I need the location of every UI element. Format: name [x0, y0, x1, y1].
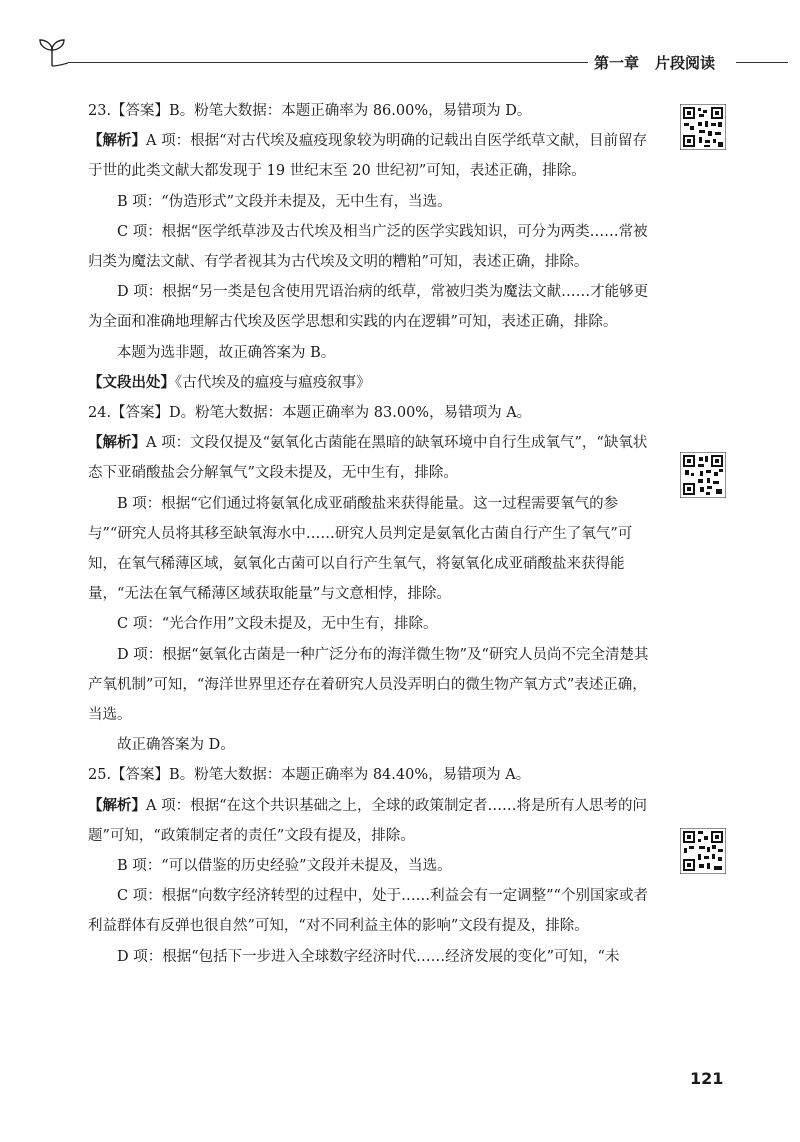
sprout-icon — [36, 36, 70, 70]
q23-analysis-a — [88, 126, 656, 186]
q25-analysis-b: B 项：“可以借鉴的历史经验”文段并未提及，当选。 — [117, 858, 452, 875]
q24-analysis-a — [88, 428, 656, 488]
header-rule — [68, 62, 616, 63]
q24-conclusion: 故正确答案为 D。 — [117, 737, 235, 754]
section-label: 片段阅读 — [655, 54, 716, 72]
q23-conclusion: 本题为选非题，故正确答案为 B。 — [117, 344, 336, 361]
q23-source — [88, 368, 656, 398]
q23-analysis-d: D 项：根据“另一类是包含使用咒语治病的纸草，常被归类为魔法文献……才能够更为全面和准确地理解古代埃及医学思想和实践的内在逻辑”可知，表述正确，排除。 — [88, 284, 649, 331]
source-label: 【文段出处】 — [88, 374, 175, 391]
qr-code-icon[interactable] — [680, 828, 726, 874]
option-text: A 项：文段仅提及“氨氧化古菌能在黑暗的缺氧环境中自行生成氧气”，“缺氧状态下亚硝酸盐会分解氧气”文段未提及，无中生有，排除。 — [88, 435, 648, 482]
qr-code-icon[interactable] — [680, 104, 726, 150]
q25-analysis-d: D 项：根据“包括下一步进入全球数字经济时代……经济发展的变化”可知，“未 — [117, 948, 620, 965]
page-number: 121 — [690, 1069, 724, 1088]
analysis-label: 【解析】 — [88, 133, 146, 150]
q25-analysis-c: C 项：根据“向数字经济转型的过程中，处于……利益会有一定调整”“个别国家或者利益群体有反弹也很自然”可知，“对不同利益主体的影响”文段有提及，排除。 — [88, 888, 648, 935]
page-header — [36, 36, 788, 76]
page-body — [88, 96, 656, 972]
q25-answer: 25.【答案】B。粉笔大数据：本题正确率为 84.40%，易错项为 A。 — [88, 767, 531, 784]
q23-analysis-c: C 项：根据“医学纸草涉及古代埃及相当广泛的医学实践知识，可分为两类……常被归类为魔法文献、有学者视其为古代埃及文明的糟粕”可知，表述正确，排除。 — [88, 223, 648, 271]
header-rule-right — [736, 62, 788, 63]
chapter-title — [588, 52, 721, 73]
chapter-label: 第一章 — [594, 54, 640, 72]
q24-analysis-d: D 项：根据“氨氧化古菌是一种广泛分布的海洋微生物”及“研究人员尚不完全清楚其产氧机制”可知，“海洋世界里还存在着研究人员没弄明白的微生物产氧方式”表述正确，当选。 — [88, 646, 649, 724]
q25-analysis-a — [88, 791, 656, 851]
q23-answer: 23.【答案】B。粉笔大数据：本题正确率为 86.00%，易错项为 D。 — [88, 103, 532, 119]
analysis-label: 【解析】 — [88, 435, 146, 452]
option-text: A 项：根据“在这个共识基础之上，全球的政策制定者……将是所有人思考的问题”可知，“政策制定者的责任”文段有提及，排除。 — [88, 797, 647, 844]
option-text: A 项：根据“对古代埃及瘟疫现象较为明确的记载出自医学纸草文献，目前留存于世的此类文献大都发现于 19 世纪末至 20 世纪初”可知，表述正确，排除。 — [88, 133, 647, 180]
q24-analysis-c: C 项：“光合作用”文段未提及，无中生有，排除。 — [117, 616, 438, 633]
source-text: 《古代埃及的瘟疫与瘟疫叙事》 — [175, 374, 371, 391]
q24-answer: 24.【答案】D。粉笔大数据：本题正确率为 83.00%，易错项为 A。 — [88, 405, 532, 422]
analysis-label: 【解析】 — [88, 797, 146, 814]
q23-analysis-b: B 项：“伪造形式”文段并未提及，无中生有，当选。 — [117, 193, 452, 210]
qr-code-icon[interactable] — [680, 452, 726, 498]
q24-analysis-b: B 项：根据“它们通过将氨氧化成亚硝酸盐来获得能量。这一过程需要氧气的参与”“研究人员将其移至缺氧海水中……研究人员判定是氨氧化古菌自行产生了氧气”可知，在氧气稀薄区域，氨氧化古菌可以自行产生氧气，将氨氧化成亚硝酸盐来获得能量，“无法在氧气稀薄区域获取能量”与文意相悖，排除。 — [88, 495, 633, 603]
